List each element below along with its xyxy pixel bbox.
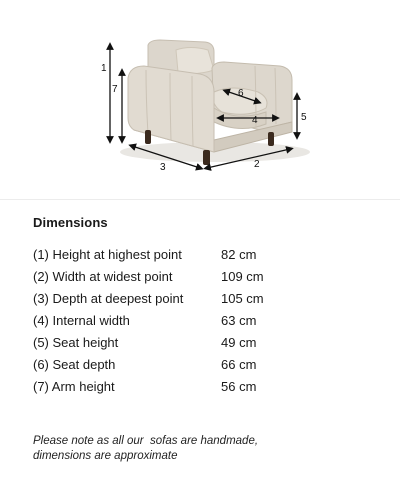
section-divider (0, 199, 400, 200)
dimension-value: 109 cm (221, 268, 264, 284)
dimensions-heading: Dimensions (33, 215, 108, 230)
dimensions-table (33, 243, 333, 397)
dimension-label: (3) Depth at deepest point (33, 290, 184, 306)
dimension-value: 105 cm (221, 290, 264, 306)
dimension-label: (2) Width at widest point (33, 268, 173, 284)
marker-6: 6 (238, 88, 244, 99)
note-line-1: Please note as all our sofas are handmade, (33, 435, 259, 447)
marker-1: 1 (101, 63, 107, 74)
dimension-row (33, 375, 333, 397)
dimension-value: 49 cm (221, 334, 257, 350)
dimension-row (33, 331, 333, 353)
leg-right (268, 132, 274, 146)
dimension-row (33, 309, 333, 331)
marker-2: 2 (254, 159, 260, 170)
leg-back-left (145, 130, 151, 144)
note-line-2: dimensions are approximate (33, 450, 178, 462)
dimension-value: 56 cm (221, 378, 257, 394)
marker-7: 7 (112, 84, 118, 95)
marker-4: 4 (252, 115, 258, 126)
dimension-label: (6) Seat depth (33, 356, 116, 372)
dimension-label: (1) Height at highest point (33, 246, 182, 262)
marker-3: 3 (160, 162, 166, 173)
dimension-value: 66 cm (221, 356, 257, 372)
dimension-label: (4) Internal width (33, 312, 130, 328)
dimension-row (33, 353, 333, 375)
marker-5: 5 (301, 112, 307, 123)
dimension-value: 63 cm (221, 312, 257, 328)
leg-front (203, 150, 210, 165)
armchair-illustration (0, 0, 400, 200)
scatter-pillow (176, 48, 214, 74)
handmade-note (33, 434, 363, 464)
armchair-dimension-diagram (0, 0, 400, 200)
dimension-label: (5) Seat height (33, 334, 119, 350)
dimension-value: 82 cm (221, 246, 257, 262)
dimension-label: (7) Arm height (33, 378, 115, 394)
dimension-row (33, 243, 333, 265)
dimension-row (33, 287, 333, 309)
dimension-row (33, 265, 333, 287)
